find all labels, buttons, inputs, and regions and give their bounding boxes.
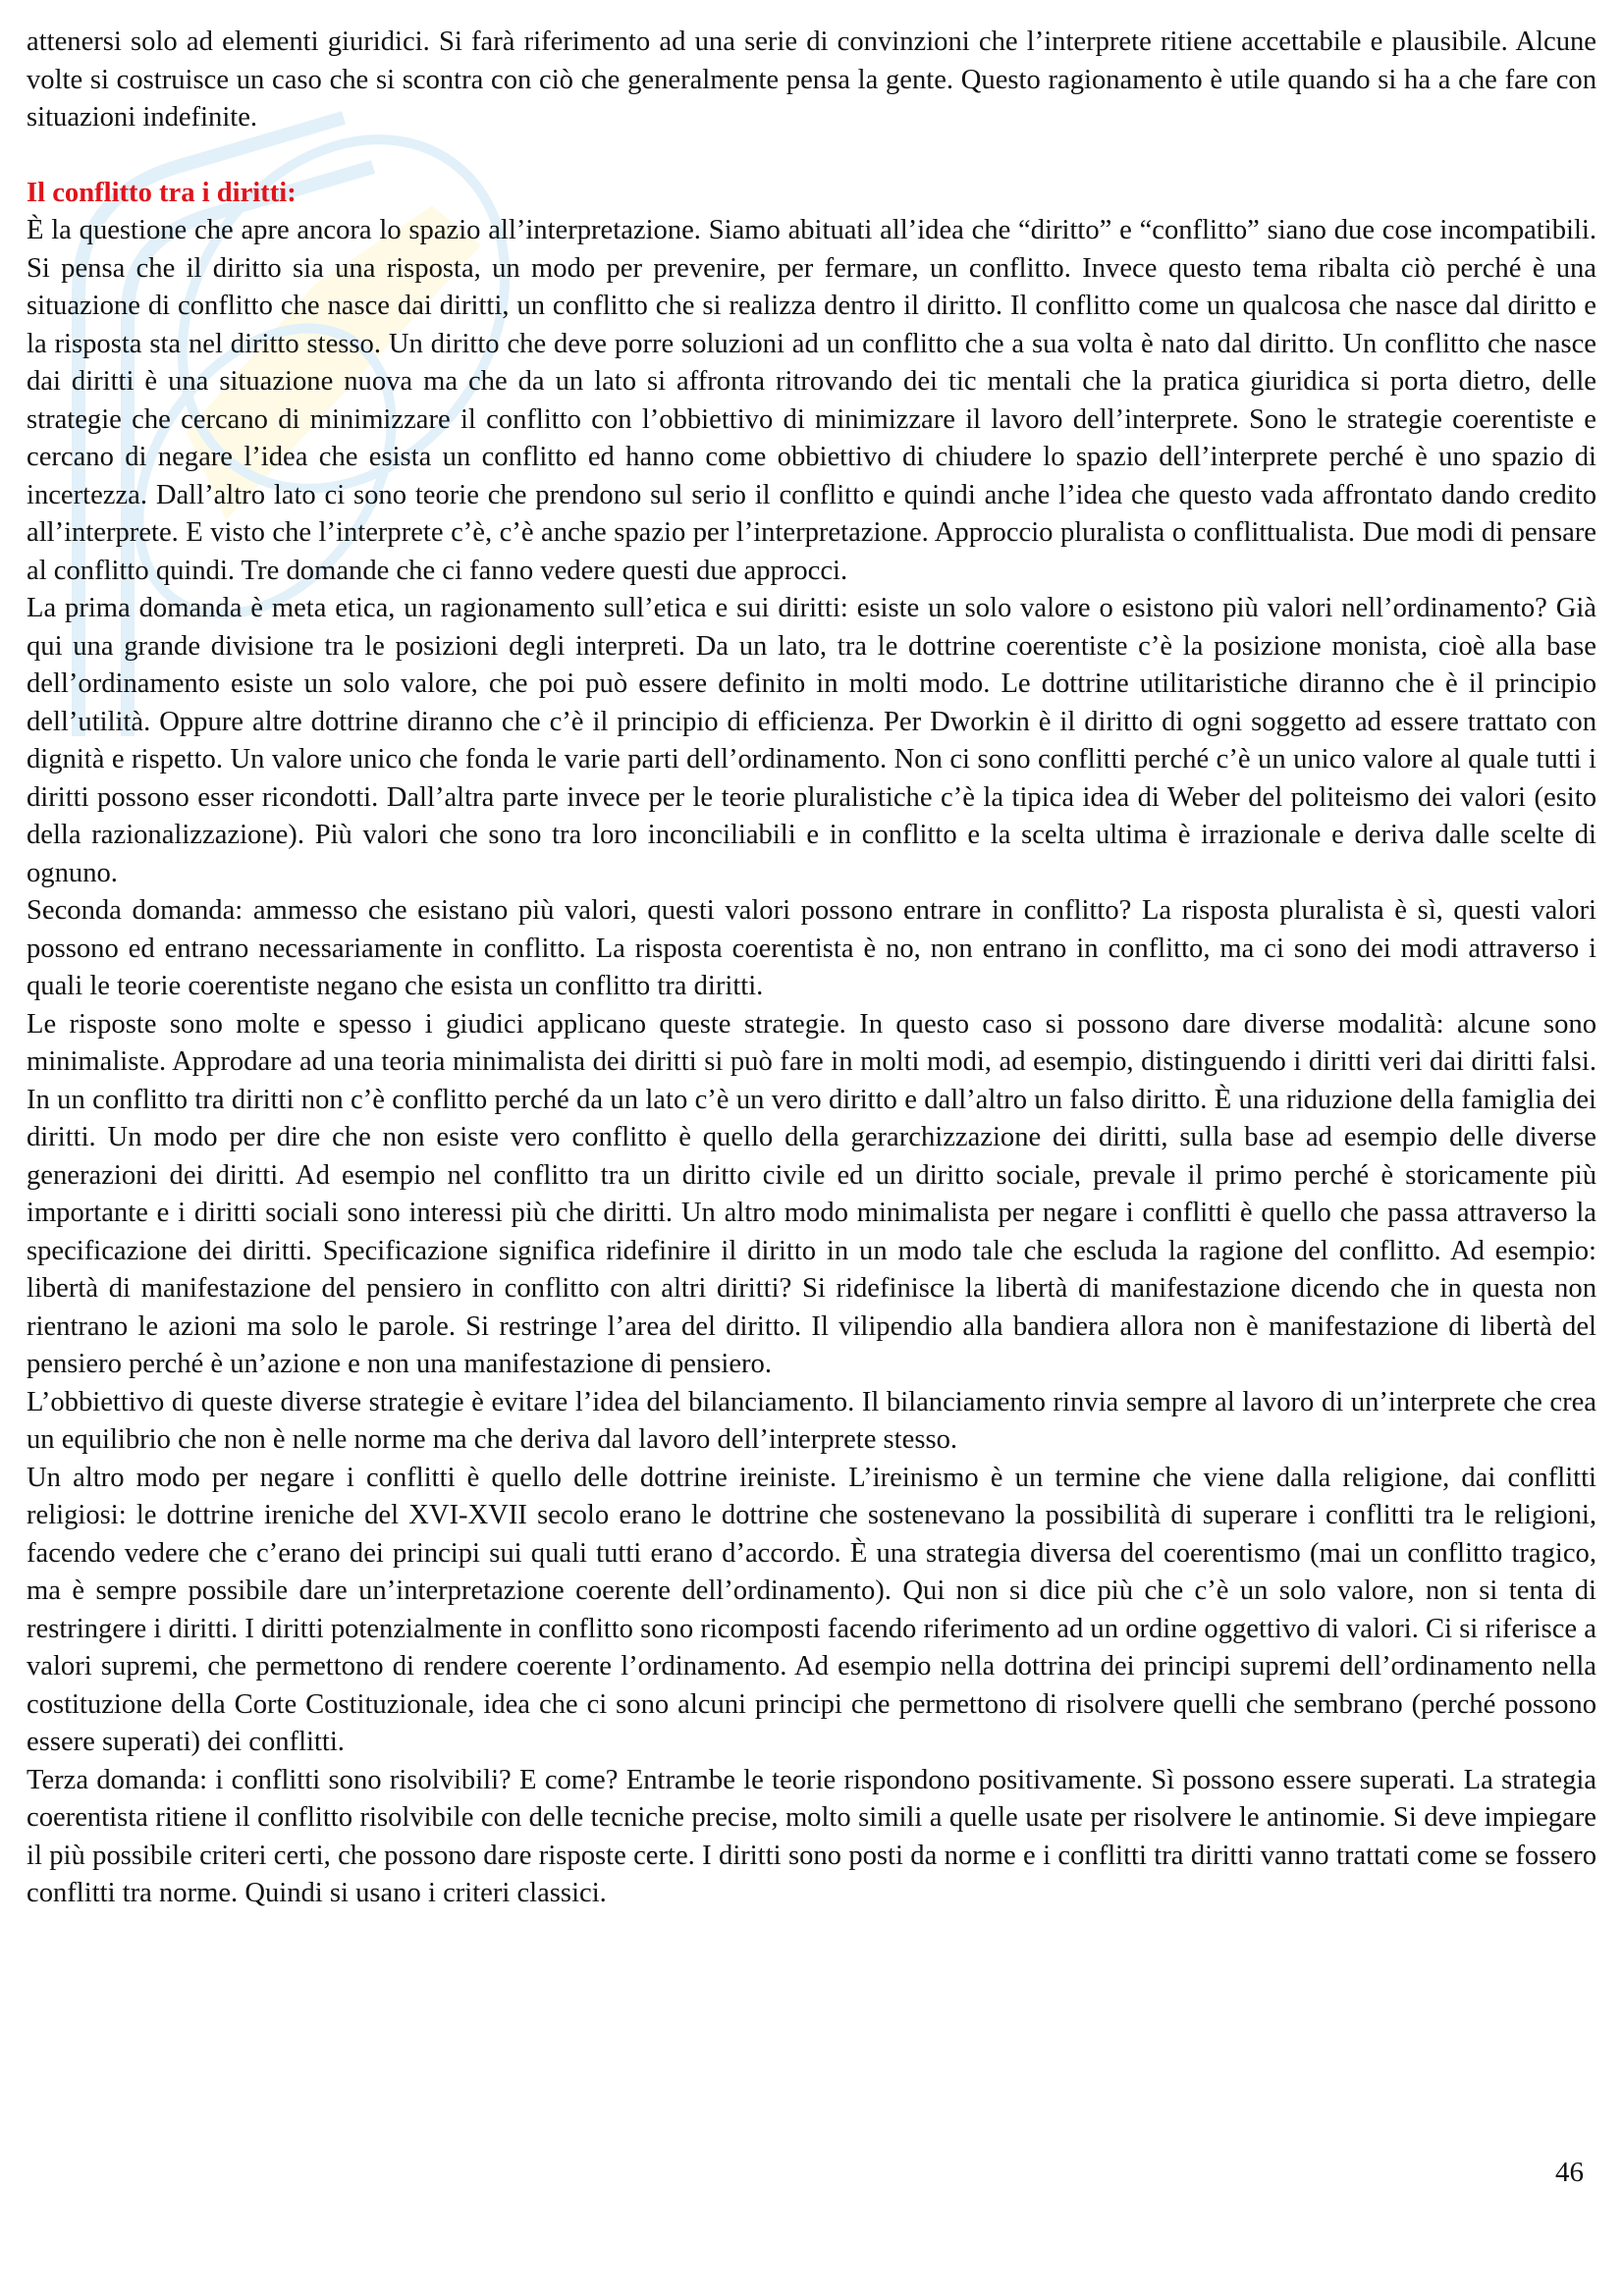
section-heading: Il conflitto tra i diritti: xyxy=(27,177,297,208)
body-paragraph: Le risposte sono molte e spesso i giudici applicano queste strategie. In questo caso si possono dare diverse modalità: alcune sono minimaliste. Approdare ad una teoria minimalista dei diritti si può fare in molti modi, ad esempio, distinguendo i diritti veri dai diritti falsi. In un conflitto tra diritti non c’è conflitto perché da un lato c’è un vero diritto e dall’altro un falso diritto. È una riduzione della famiglia dei diritti. Un modo per dire che non esiste vero conflitto è quello della gerarchizzazione dei diritti, sulla base ad esempio delle diverse generazioni dei diritti. Ad esempio nel conflitto tra un diritto civile ed un diritto sociale, prevale il primo perché è storicamente più importante e i diritti sociali sono interessi più che diritti. Un altro modo minimalista per negare i conflitti è quello che passa attraverso la specificazione dei diritti. Specificazione significa ridefinire il diritto in un modo tale che escluda la ragione del conflitto. Ad esempio: libertà di manifestazione del pensiero in conflitto con altri diritti? Si ridefinisce la libertà di manifestazione dicendo che in questa non rientrano le azioni ma solo le parole. Si restringe l’area del diritto. Il vilipendio alla bandiera allora non è manifestazione di libertà del pensiero perché è un’azione e non una manifestazione di pensiero. xyxy=(27,1008,1596,1379)
document-body xyxy=(27,24,1596,1913)
body-paragraph: Seconda domanda: ammesso che esistano più valori, questi valori possono entrare in conflitto? La risposta pluralista è sì, questi valori possono ed entrano necessariamente in conflitto. La risposta coerentista è no, non entrano in conflitto, ma ci sono dei modi attraverso i quali le teorie coerentiste negano che esista un conflitto tra diritti. xyxy=(27,895,1596,1001)
body-paragraph: L’obbiettivo di queste diverse strategie è evitare l’idea del bilanciamento. Il bilanciamento rinvia sempre al lavoro di un’interprete che crea un equilibrio che non è nelle norme ma che deriva dal lavoro dell’interprete stesso. xyxy=(27,1386,1596,1455)
body-paragraph: È la questione che apre ancora lo spazio all’interpretazione. Siamo abituati all’idea che “diritto” e “conflitto” siano due cose incompatibili. Si pensa che il diritto sia una risposta, un modo per prevenire, per fermare, un conflitto. Invece questo tema ribalta ciò perché è una situazione di conflitto che nasce dai diritti, un conflitto che si realizza dentro il diritto. Il conflitto come un qualcosa che nasce dal diritto e la risposta sta nel diritto stesso. Un diritto che deve porre soluzioni ad un conflitto che a sua volta è nato dal diritto. Un conflitto che nasce dai diritti è una situazione nuova ma che da un lato si affronta ritrovando dei tic mentali che la pratica giuridica si porta dietro, delle strategie che cercano di minimizzare il conflitto con l’obbiettivo di minimizzare il lavoro dell’interprete. Sono le strategie coerentiste e cercano di negare l’idea che esista un conflitto ed hanno come obbiettivo di chiudere lo spazio dell’interprete perché è uno spazio di incertezza. Dall’altro lato ci sono teorie che prendono sul serio il conflitto e quindi anche l’idea che questo vada affrontato dando credito all’interprete. E visto che l’interprete c’è, c’è anche spazio per l’interpretazione. Approccio pluralista o conflittualista. Due modi di pensare al conflitto quindi. Tre domande che ci fanno vedere questi due approcci. xyxy=(27,215,1596,586)
body-paragraph: Terza domanda: i conflitti sono risolvibili? E come? Entrambe le teorie rispondono positivamente. Sì possono essere superati. La strategia coerentista ritiene il conflitto risolvibile con delle tecniche precise, molto simili a quelle usate per risolvere le antinomie. Si deve impiegare il più possibile criteri certi, che possono dare risposte certe. I diritti sono posti da norme e i conflitti tra diritti vanno trattati come se fossero conflitti tra norme. Quindi si usano i criteri classici. xyxy=(27,1764,1596,1908)
page-number: 46 xyxy=(1555,2157,1584,2188)
body-paragraph: La prima domanda è meta etica, un ragionamento sull’etica e sui diritti: esiste un solo valore o esistono più valori nell’ordinamento? Già qui una grande divisione tra le posizioni degli interpreti. Da un lato, tra le dottrine coerentiste c’è la posizione monista, cioè alla base dell’ordinamento esiste un solo valore, che poi può essere definito in molti modo. Le dottrine utilitaristiche diranno che è il principio dell’utilità. Oppure altre dottrine diranno che c’è il principio di efficienza. Per Dworkin è il diritto di ogni soggetto ad essere trattato con dignità e rispetto. Un valore unico che fonda le varie parti dell’ordinamento. Non ci sono conflitti perché c’è un unico valore al quale tutti i diritti possono esser ricondotti. Dall’altra parte invece per le teorie pluralistiche c’è la tipica idea di Weber del politeismo dei valori (esito della razionalizzazione). Più valori che sono tra loro inconciliabili e in conflitto e la scelta ultima è irrazionale e deriva dalle scelte di ognuno. xyxy=(27,593,1596,888)
intro-paragraph: attenersi solo ad elementi giuridici. Si farà riferimento ad una serie di convinzioni che l’interprete ritiene accettabile e plausibile. Alcune volte si costruisce un caso che si scontra con ciò che generalmente pensa la gente. Questo ragionamento è utile quando si ha a che fare con situazioni indefinite. xyxy=(27,27,1596,133)
body-paragraph: Un altro modo per negare i conflitti è quello delle dottrine ireiniste. L’ireinismo è un termine che viene dalla religione, dai conflitti religiosi: le dottrine ireniche del XVI-XVII secolo erano le dottrine che sostenevano la possibilità di superare i conflitti tra le religioni, facendo vedere che c’erano dei principi sui quali tutti erano d’accordo. È una strategia diversa del coerentismo (mai un conflitto tragico, ma è sempre possibile dare un’interpretazione coerente dell’ordinamento). Qui non si dice più che c’è un solo valore, non si tenta di restringere i diritti. I diritti potenzialmente in conflitto sono ricomposti facendo riferimento ad un ordine oggettivo di valori. Ci si riferisce a valori supremi, che permettono di rendere coerente l’ordinamento. Ad esempio nella dottrina dei principi supremi dell’ordinamento nella costituzione della Corte Costituzionale, idea che ci sono alcuni principi che permettono di risolvere quelli che sembrano (perché possono essere superati) dei conflitti. xyxy=(27,1462,1596,1757)
